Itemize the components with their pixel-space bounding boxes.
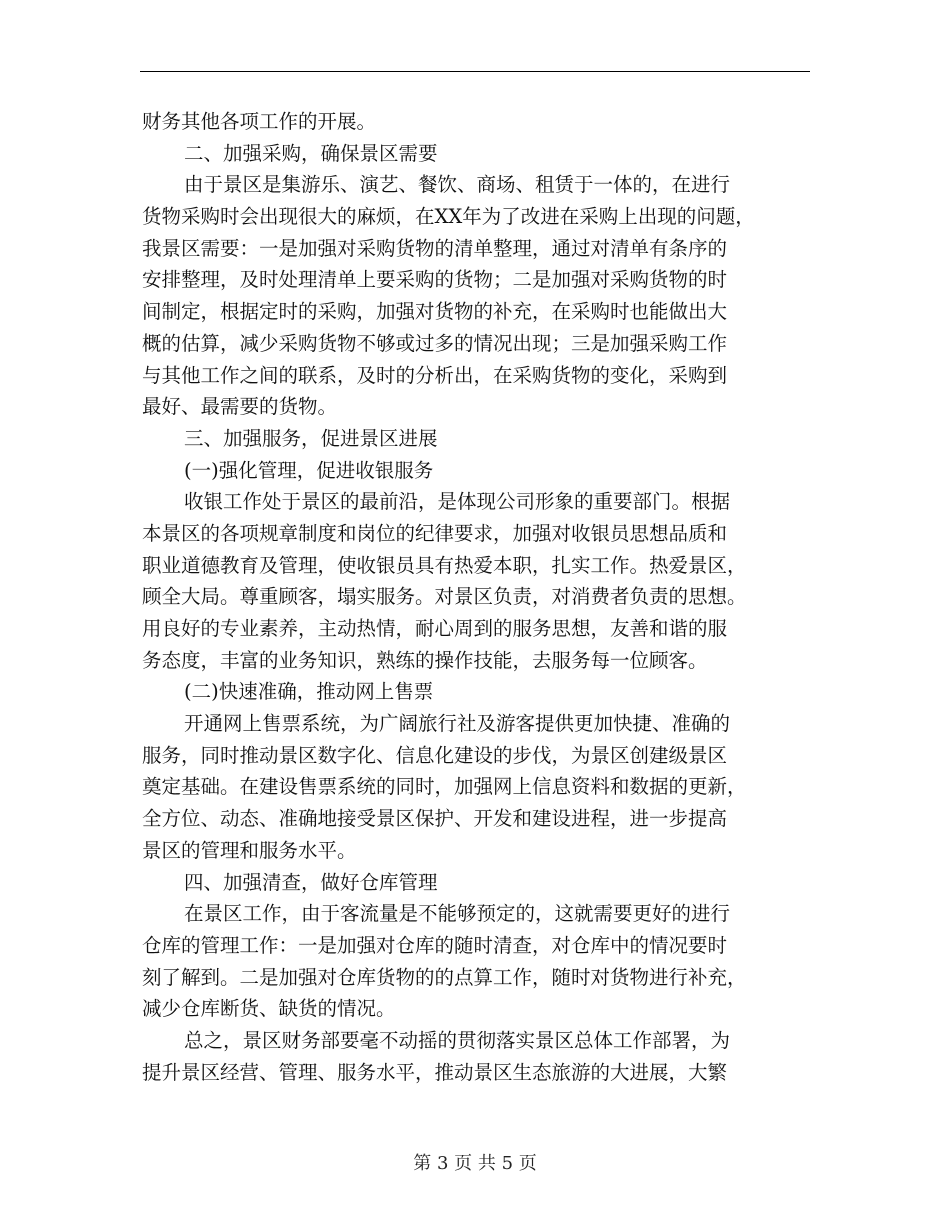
text-line: 全方位、动态、准确地接受景区保护、开发和建设进程，进一步提高	[142, 807, 728, 831]
text-line: 三、加强服务，促进景区进展	[184, 426, 438, 450]
text-line: 在景区工作，由于客流量是不能够预定的，这就需要更好的进行	[184, 902, 731, 926]
text-line: (二)快速准确，推动网上售票	[184, 680, 434, 704]
text-line: 务态度，丰富的业务知识，熟练的操作技能，去服务每一位顾客。	[142, 648, 708, 672]
text-line: (一)强化管理，促进收银服务	[184, 458, 434, 482]
text-line: 概的估算，减少采购货物不够或过多的情况出现；三是加强采购工作	[142, 331, 728, 355]
text-line: 我景区需要：一是加强对采购货物的清单整理，通过对清单有条序的	[142, 236, 728, 260]
text-line: 职业道德教育及管理，使收银员具有热爱本职，扎实工作。热爱景区，	[142, 553, 747, 577]
text-line: 收银工作处于景区的最前沿，是体现公司形象的重要部门。根据	[184, 490, 731, 514]
text-line: 本景区的各项规章制度和岗位的纪律要求，加强对收银员思想品质和	[142, 521, 728, 545]
page-number: 第 3 页 共 5 页	[413, 1153, 537, 1174]
text-line: 财务其他各项工作的开展。	[142, 110, 377, 133]
text-line: 提升景区经营、管理、服务水平，推动景区生态旅游的大进展，大繁	[142, 1060, 728, 1084]
text-line: 二、加强采购，确保景区需要	[184, 141, 438, 165]
text-line: 由于景区是集游乐、演艺、餐饮、商场、租赁于一体的，在进行	[184, 173, 731, 197]
text-line: 货物采购时会出现很大的麻烦，在XX年为了改进在采购上出现的问题，	[142, 205, 755, 229]
text-line: 与其他工作之间的联系，及时的分析出，在采购货物的变化，采购到	[142, 363, 728, 387]
text-line: 减少仓库断货、缺货的情况。	[142, 997, 396, 1021]
text-line: 顾全大局。尊重顾客，塌实服务。对景区负责，对消费者负责的思想。	[142, 585, 747, 609]
header-rule	[140, 71, 810, 72]
text-line: 景区的管理和服务水平。	[142, 838, 357, 862]
text-line: 开通网上售票系统，为广阔旅行社及游客提供更加快捷、准确的	[184, 712, 731, 736]
text-line: 总之，景区财务部要毫不动摇的贯彻落实景区总体工作部署，为	[184, 1028, 731, 1052]
text-line: 用良好的专业素养，主动热情，耐心周到的服务思想，友善和谐的服	[142, 617, 728, 640]
text-line: 间制定，根据定时的采购，加强对货物的补充，在采购时也能做出大	[142, 300, 728, 324]
text-line: 四、加强清查，做好仓库管理	[184, 870, 438, 894]
text-line: 奠定基础。在建设售票系统的同时，加强网上信息资料和数据的更新，	[142, 775, 747, 799]
document-body	[142, 106, 812, 1088]
text-line: 服务，同时推动景区数字化、信息化建设的步伐，为景区创建级景区	[142, 743, 728, 767]
text-line: 刻了解到。二是加强对仓库货物的的点算工作，随时对货物进行补充，	[142, 965, 747, 989]
text-line: 安排整理，及时处理清单上要采购的货物；二是加强对采购货物的时	[142, 268, 728, 292]
text-line: 仓库的管理工作：一是加强对仓库的随时清查，对仓库中的情况要时	[142, 933, 728, 957]
text-line: 最好、最需要的货物。	[142, 395, 338, 419]
